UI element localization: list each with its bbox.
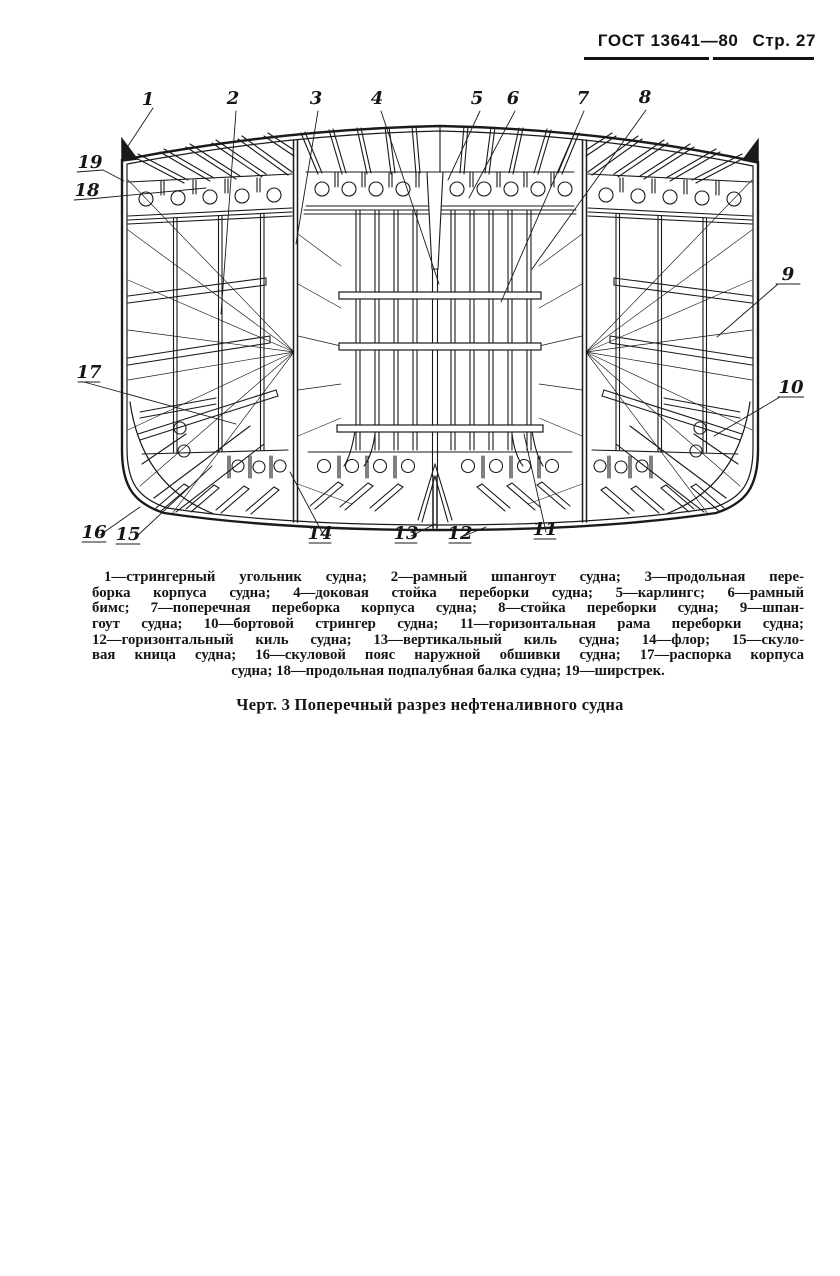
callout-3: 3: [309, 88, 323, 109]
callout-8: 8: [638, 87, 652, 108]
callout-18: 18: [74, 180, 100, 201]
callout-17: 17: [76, 362, 102, 383]
center-bottom-longitudinals: [310, 482, 570, 511]
callout-2: 2: [226, 88, 240, 109]
wing-floors: [142, 450, 288, 478]
bulwark-tip-right: [743, 140, 758, 163]
center-floors: [308, 452, 572, 478]
legend-line: 12—горизонтальный киль судна; 13—вертикальный киль судна; 14—флор; 15—скуло-: [92, 632, 804, 648]
callout-6: 6: [506, 88, 520, 109]
callout-10: 10: [778, 377, 804, 398]
callout-1: 1: [141, 89, 155, 110]
callout-12: 12: [447, 523, 473, 544]
center-transverse-bulkhead: [301, 126, 579, 528]
legend-line: вая кница судна; 16—скуловой пояс наружной обшивки судна; 17—распорка корпуса: [92, 648, 804, 664]
legend-line: гоут судна; 10—бортовой стрингер судна; 11—горизонтальная рама переборки судна;: [92, 617, 804, 633]
callout-14: 14: [307, 523, 333, 544]
vertical-keel: [418, 464, 452, 528]
legend-line: судна; 18—продольная подпалубная балка судна; 19—ширстрек.: [231, 664, 665, 680]
callout-9: 9: [781, 264, 795, 285]
page-header: [560, 31, 816, 53]
callout-16: 16: [81, 522, 107, 543]
callout-15: 15: [115, 524, 141, 545]
callout-5: 5: [470, 88, 484, 109]
callout-19: 19: [77, 152, 103, 173]
header-rule-right: [713, 57, 814, 60]
legend-line: борка корпуса судна; 4—доковая стойка переборки судна; 5—карлингс; 6—рамный: [92, 585, 804, 601]
figure-legend: [92, 570, 804, 680]
center-deck-beams: [301, 126, 579, 174]
legend-line: 1—стрингерный угольник судна; 2—рамный шпангоут судна; 3—продольная пере-: [104, 570, 804, 585]
header-rule-left: [584, 57, 709, 60]
callout-4: 4: [370, 88, 384, 109]
perspective-rays-inner: [298, 234, 352, 504]
page-number-label: Стр. 27: [752, 31, 816, 50]
callout-13: 13: [393, 523, 419, 544]
callout-7: 7: [576, 88, 590, 109]
figure-caption: Черт. 3 Поперечный разрез нефтеналивного судна: [236, 695, 624, 714]
wing-structure-right: [528, 133, 752, 522]
perspective-rays-outer: [128, 180, 294, 514]
side-stringers: [128, 278, 270, 418]
legend-line: бимс; 7—поперечная переборка корпуса судна; 8—стойка переборки судна; 9—шпан-: [92, 601, 804, 617]
ship-cross-section-drawing: [56, 84, 804, 580]
callout-11: 11: [532, 519, 558, 540]
standard-number: ГОСТ 13641—80: [597, 31, 739, 50]
